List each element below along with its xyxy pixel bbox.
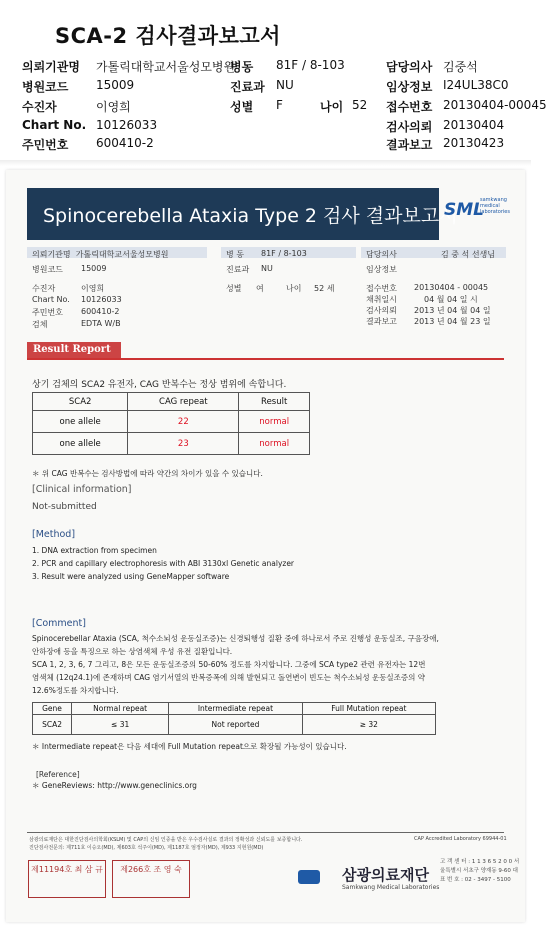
field-value: 15009 <box>96 78 135 92</box>
field-value: F <box>276 98 283 112</box>
org-logo-icon <box>298 870 320 884</box>
cag-repeat-table <box>32 392 310 455</box>
info-label: 접수번호 <box>366 284 397 293</box>
info-label: 수진자 <box>32 284 56 293</box>
table-cell: one allele <box>33 433 128 455</box>
info-value: 15009 <box>81 264 107 273</box>
info-label: 채취일시 <box>366 295 397 304</box>
field-label: 의뢰기관명 <box>22 60 80 74</box>
info-value: 81F / 8-103 <box>261 249 307 258</box>
field-label: 병원코드 <box>22 80 69 94</box>
field-value: 이영희 <box>96 100 131 114</box>
field-value: I24UL38C0 <box>443 78 509 92</box>
section-title: [Reference] <box>36 770 80 779</box>
info-value: 600410-2 <box>81 307 120 316</box>
field-label: 수진자 <box>22 100 57 114</box>
comment-line: 안하장애 등을 특징으로 하는 상염색체 우성 유전 질환입니다. <box>32 647 233 656</box>
footer-note: 삼광의료재단은 대한진단검사의학회(KSLM) 및 CAP의 신임 인증을 받은 우수검사실로 결과의 정확성과 신뢰도를 보증합니다. <box>29 837 303 843</box>
table-header: SCA2 <box>33 393 128 411</box>
field-value: NU <box>276 78 294 92</box>
info-label: 결과보고 <box>366 317 397 326</box>
note: ＊ Intermediate repeat은 다음 세대에 Full Mutation repeat으로 확장될 가능성이 있습니다. <box>32 742 347 751</box>
section-title: [Method] <box>32 529 76 540</box>
info-label: 임상정보 <box>366 265 397 274</box>
info-value: 2013 년 04 월 23 일 <box>414 317 491 326</box>
field-label: 임상정보 <box>386 80 433 94</box>
org-subtitle: Samkwang Medical Laboratories <box>342 884 440 891</box>
repeat-range-table <box>32 702 436 735</box>
field-value: 20130423 <box>443 136 505 150</box>
note: ＊ 위 CAG 반복수는 검사방법에 따라 약간의 차이가 있을 수 있습니다. <box>32 469 263 478</box>
sml-logo: SML <box>444 200 484 220</box>
info-value: 20130404 - 00045 <box>414 283 489 292</box>
info-label: 진료과 <box>226 265 250 274</box>
table-cell: ≥ 32 <box>302 715 435 735</box>
report-title: Spinocerebella Ataxia Type 2 검사 결과보고서 <box>43 205 458 227</box>
info-value: NU <box>261 264 273 273</box>
info-label: 의뢰기관명 <box>32 250 71 259</box>
table-cell: 22 <box>128 411 239 433</box>
physician-stamp: 제11194호 최 삼 규 <box>28 860 106 898</box>
info-value: 2013 년 04 월 04 일 <box>414 306 491 315</box>
info-label: 병원코드 <box>32 265 63 274</box>
comment-line: 12.6%정도를 차지합니다. <box>32 686 119 695</box>
section-title: [Clinical information] <box>32 484 132 495</box>
info-value: 04 월 04 일 시 <box>424 295 478 304</box>
field-label: 진료과 <box>230 80 265 94</box>
cap-accreditation: CAP Accredited Laboratory 69944-01 <box>414 836 507 842</box>
table-cell: normal <box>239 433 310 455</box>
info-label: 담당의사 <box>366 250 397 259</box>
method-item: 2. PCR and capillary electrophoresis with ABI 3130xl Genetic analyzer <box>32 559 295 568</box>
table-cell: SCA2 <box>33 715 72 735</box>
field-label: 병동 <box>230 60 254 74</box>
org-name: 삼광의료재단 <box>342 866 429 884</box>
table-cell: normal <box>239 411 310 433</box>
field-label: 검사의뢰 <box>386 120 433 134</box>
info-label: 나이 <box>286 284 302 293</box>
reference-item: ＊ GeneReviews: http://www.geneclinics.org <box>32 781 197 790</box>
divider <box>0 160 531 166</box>
clinical-value: Not-submitted <box>32 502 97 512</box>
method-item: 3. Result were analyzed using GeneMapper software <box>32 572 230 581</box>
info-value: 10126033 <box>81 295 122 304</box>
info-label: 주민번호 <box>32 308 63 317</box>
field-value: 600410-2 <box>96 136 154 150</box>
field-label: 접수번호 <box>386 100 433 114</box>
field-label: 결과보고 <box>386 138 433 152</box>
result-report-label: Result Report <box>27 342 121 358</box>
table-cell: ≤ 31 <box>72 715 169 735</box>
field-value: 20130404-00045 <box>443 98 547 112</box>
table-header: Normal repeat <box>72 703 169 715</box>
info-value: 여 <box>256 284 264 293</box>
field-label: 성별 <box>230 100 254 114</box>
field-value: 김중석 <box>443 60 478 74</box>
info-value: 52 세 <box>314 284 335 293</box>
table-header: CAG repeat <box>128 393 239 411</box>
field-label: 담당의사 <box>386 60 433 74</box>
info-label: 검체 <box>32 320 48 329</box>
info-value: 김 중 석 선생님 <box>441 250 495 259</box>
result-summary: 상기 검체의 SCA2 유전자, CAG 반복수는 정상 범위에 속합니다. <box>32 380 287 390</box>
footer-divider <box>27 832 504 833</box>
header-summary <box>0 0 547 160</box>
table-cell: one allele <box>33 411 128 433</box>
info-label: Chart No. <box>32 295 70 304</box>
table-cell: 23 <box>128 433 239 455</box>
sml-logo-subtitle: samkwang medical laboratories <box>480 197 510 215</box>
info-label: 성별 <box>226 284 242 293</box>
field-value: 가톨릭대학교서울성모병원 <box>96 60 236 74</box>
field-value: 81F / 8-103 <box>276 58 345 72</box>
info-value: 가톨릭대학교서울성모병원 <box>75 250 169 259</box>
page-title: SCA-2 검사결과보고서 <box>55 24 281 48</box>
field-value: 20130404 <box>443 118 505 132</box>
scanned-report <box>6 170 525 922</box>
field-label: Chart No. <box>22 118 87 132</box>
comment-line: 염색체 (12q24.1)에 존재하며 CAG 염기서열의 반복증폭에 의해 발현되고 돌연변이 빈도는 척수소뇌성 운동실조증의 약 <box>32 673 426 682</box>
result-report-header <box>27 342 504 360</box>
footer-note: 진단검사전문의: 제711호 이승오(MD), 제603호 석주이(MD), 제1187호 엄정자(MD), 제933 지현원(MD) <box>29 845 264 851</box>
table-cell: Not reported <box>169 715 302 735</box>
physician-stamp: 제266호 조 영 숙 <box>112 860 190 898</box>
comment-line: SCA 1, 2, 3, 6, 7 그리고, 8은 모든 운동실조증의 50-60% 정도를 차지합니다. 그중에 SCA type2 관련 유전자는 12번 <box>32 660 426 669</box>
field-value: 10126033 <box>96 118 158 132</box>
info-value: 이영희 <box>81 284 105 293</box>
table-header: Result <box>239 393 310 411</box>
field-label: 주민번호 <box>22 138 69 152</box>
org-contact: 고 객 센 터 : 1 1 3 6 5 2 0 0 서울특별시 서초구 양재동 9-60 대 표 번 호 : 02 - 3497 - 5100 <box>440 859 520 883</box>
method-item: 1. DNA extraction from specimen <box>32 546 157 555</box>
comment-line: Spinocerebellar Ataxia (SCA, 척수소뇌성 운동실조증)는 신경퇴행성 질환 중에 하나로서 주로 진행성 운동실조, 구음장애, <box>32 634 439 643</box>
report-banner <box>27 188 458 240</box>
table-header: Gene <box>33 703 72 715</box>
info-label: 병 동 <box>226 250 244 259</box>
info-value: EDTA W/B <box>81 319 121 328</box>
table-header: Full Mutation repeat <box>302 703 435 715</box>
section-title: [Comment] <box>32 618 86 629</box>
field-value: 52 <box>352 98 368 112</box>
table-header: Intermediate repeat <box>169 703 302 715</box>
info-label: 검사의뢰 <box>366 306 397 315</box>
field-label: 나이 <box>320 100 344 114</box>
